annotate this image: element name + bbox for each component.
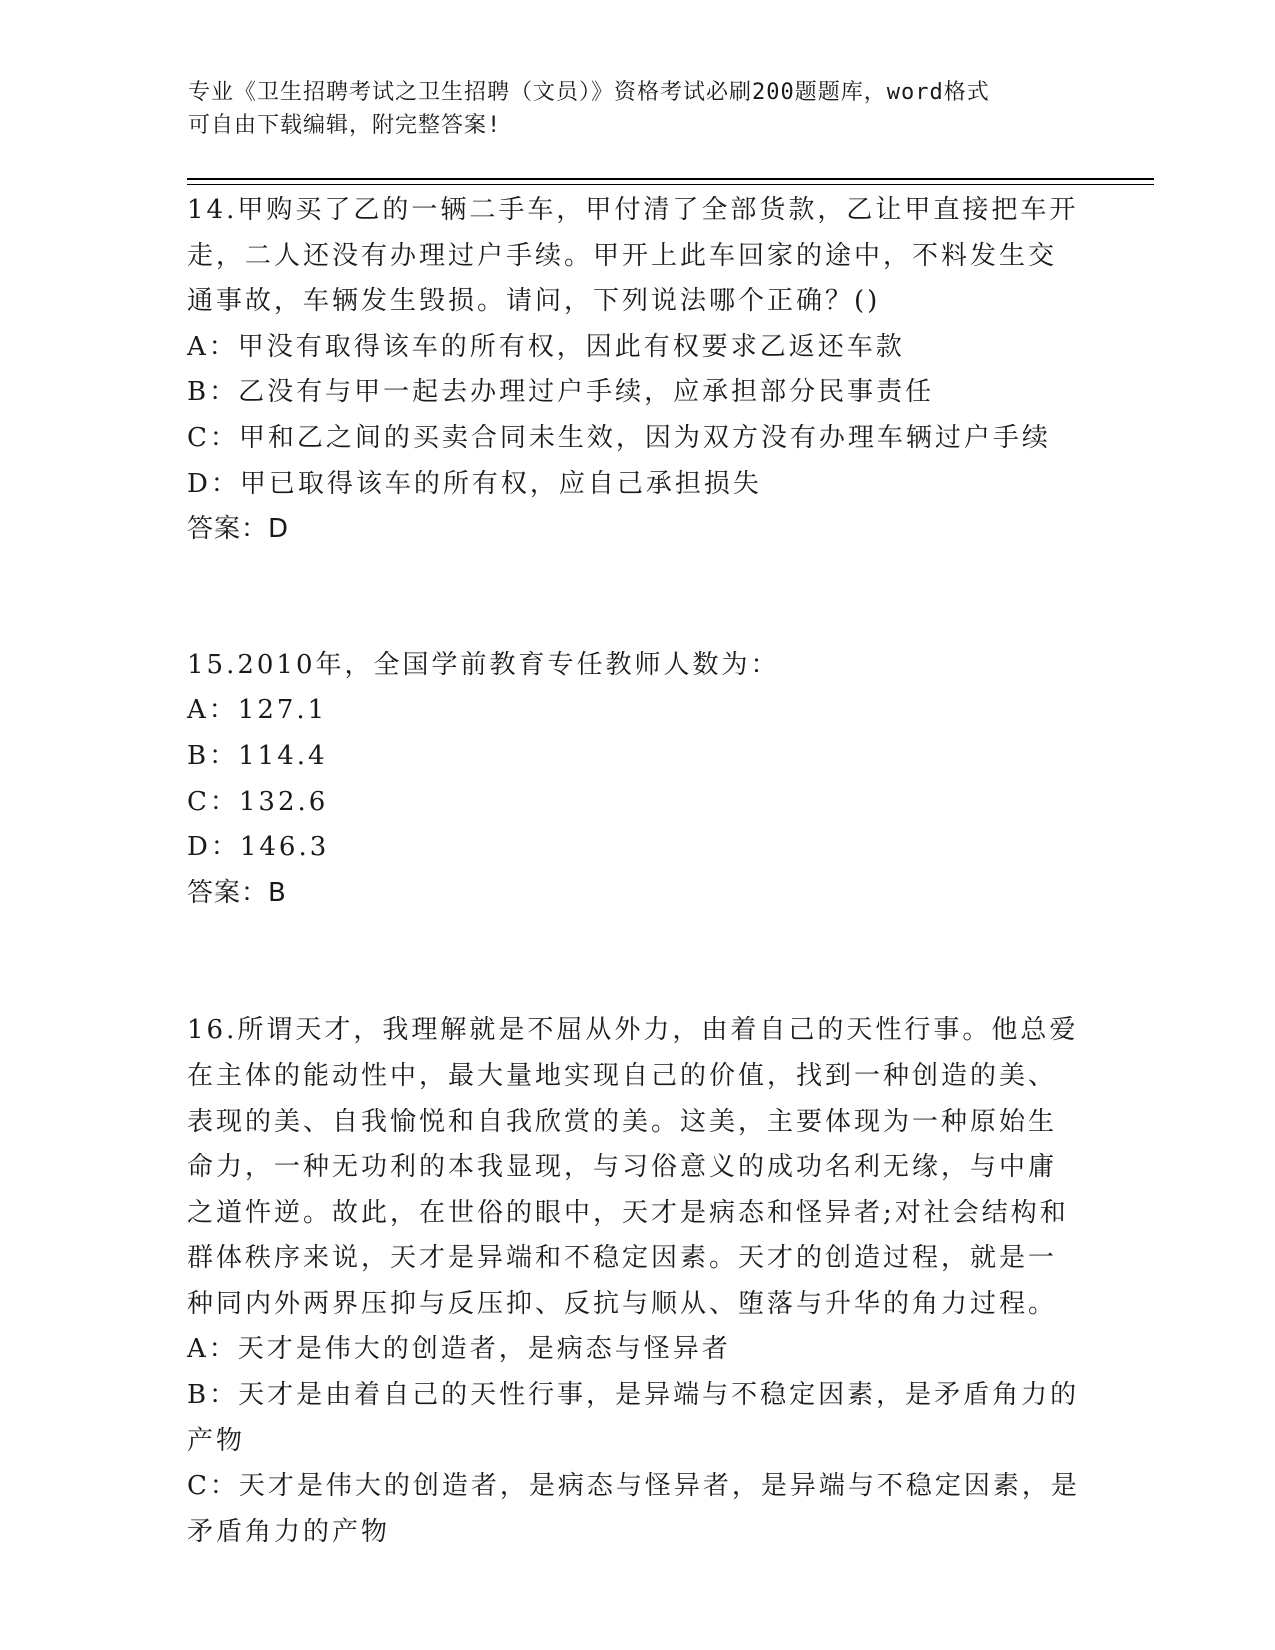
option-d: D：甲已取得该车的所有权，应自己承担损失 — [187, 468, 762, 499]
question-list — [187, 188, 1080, 1555]
option-c: C：天才是伟大的创造者，是病态与怪异者，是异端与不稳定因素，是 — [187, 1471, 1080, 1502]
question-text-line: 16.所谓天才，我理解就是不屈从外力，由着自己的天性行事。他总爱 — [187, 1015, 1079, 1046]
option-c: C：132.6 — [187, 786, 329, 817]
option-a: A：甲没有取得该车的所有权，因此有权要求乙返还车款 — [187, 331, 905, 362]
answer-value: B — [268, 877, 287, 908]
option-d: D：146.3 — [187, 832, 330, 863]
question-text-line: 命力，一种无功利的本我显现，与习俗意义的成功名利无缘，与中庸 — [187, 1152, 1058, 1183]
option-c-continued: 矛盾角力的产物 — [187, 1516, 391, 1547]
option-c: C：甲和乙之间的买卖合同未生效，因为双方没有办理车辆过户手续 — [187, 422, 1051, 453]
question-text-line: 种同内外两界压抑与反压抑、反抗与顺从、堕落与升华的角力过程。 — [187, 1288, 1058, 1319]
option-b: B：乙没有与甲一起去办理过户手续，应承担部分民事责任 — [187, 377, 935, 408]
header-divider-thick — [187, 178, 1154, 180]
option-b-continued: 产物 — [187, 1425, 246, 1456]
question-text-line: 之道忤逆。故此，在世俗的眼中，天才是病态和怪异者;对社会结构和 — [187, 1197, 1069, 1228]
question-text-line: 15.2010年，全国学前教育专任教师人数为： — [187, 649, 780, 680]
answer — [187, 871, 1067, 917]
option-b: B：114.4 — [187, 740, 328, 771]
question-text-line: 群体秩序来说，天才是异端和不稳定因素。天才的创造过程，就是一 — [187, 1243, 1058, 1274]
question-text-line: 在主体的能动性中，最大量地实现自己的价值，找到一种创造的美、 — [187, 1060, 1058, 1091]
header-title-line-2: 可自由下载编辑，附完整答案! — [188, 113, 502, 138]
document-header — [188, 76, 1068, 142]
question-16 — [187, 1008, 1080, 1555]
header-divider-thin — [187, 184, 1154, 185]
question-14 — [187, 188, 1079, 553]
option-a: A：天才是伟大的创造者，是病态与怪异者 — [187, 1334, 731, 1365]
question-15 — [187, 643, 1067, 917]
question-text-line: 表现的美、自我愉悦和自我欣赏的美。这美，主要体现为一种原始生 — [187, 1106, 1058, 1137]
option-b: B：天才是由着自己的天性行事，是异端与不稳定因素，是矛盾角力的 — [187, 1380, 1080, 1411]
answer-label: 答案： — [187, 877, 269, 908]
header-title-line-1: 专业《卫生招聘考试之卫生招聘（文员）》资格考试必刷200题题库，word格式 — [188, 80, 990, 105]
question-text-line: 14.甲购买了乙的一辆二手车，甲付清了全部货款，乙让甲直接把车开 — [187, 195, 1079, 225]
question-spacer — [187, 916, 1067, 1008]
option-a: A：127.1 — [187, 695, 328, 726]
answer-label: 答案： — [187, 514, 269, 545]
question-text-line: 通事故，车辆发生毁损。请问，下列说法哪个正确？() — [187, 286, 881, 317]
answer-value: D — [268, 514, 290, 545]
question-spacer — [187, 553, 1067, 643]
answer — [187, 507, 1067, 553]
question-text-line: 走，二人还没有办理过户手续。甲开上此车回家的途中，不料发生交 — [187, 240, 1058, 271]
